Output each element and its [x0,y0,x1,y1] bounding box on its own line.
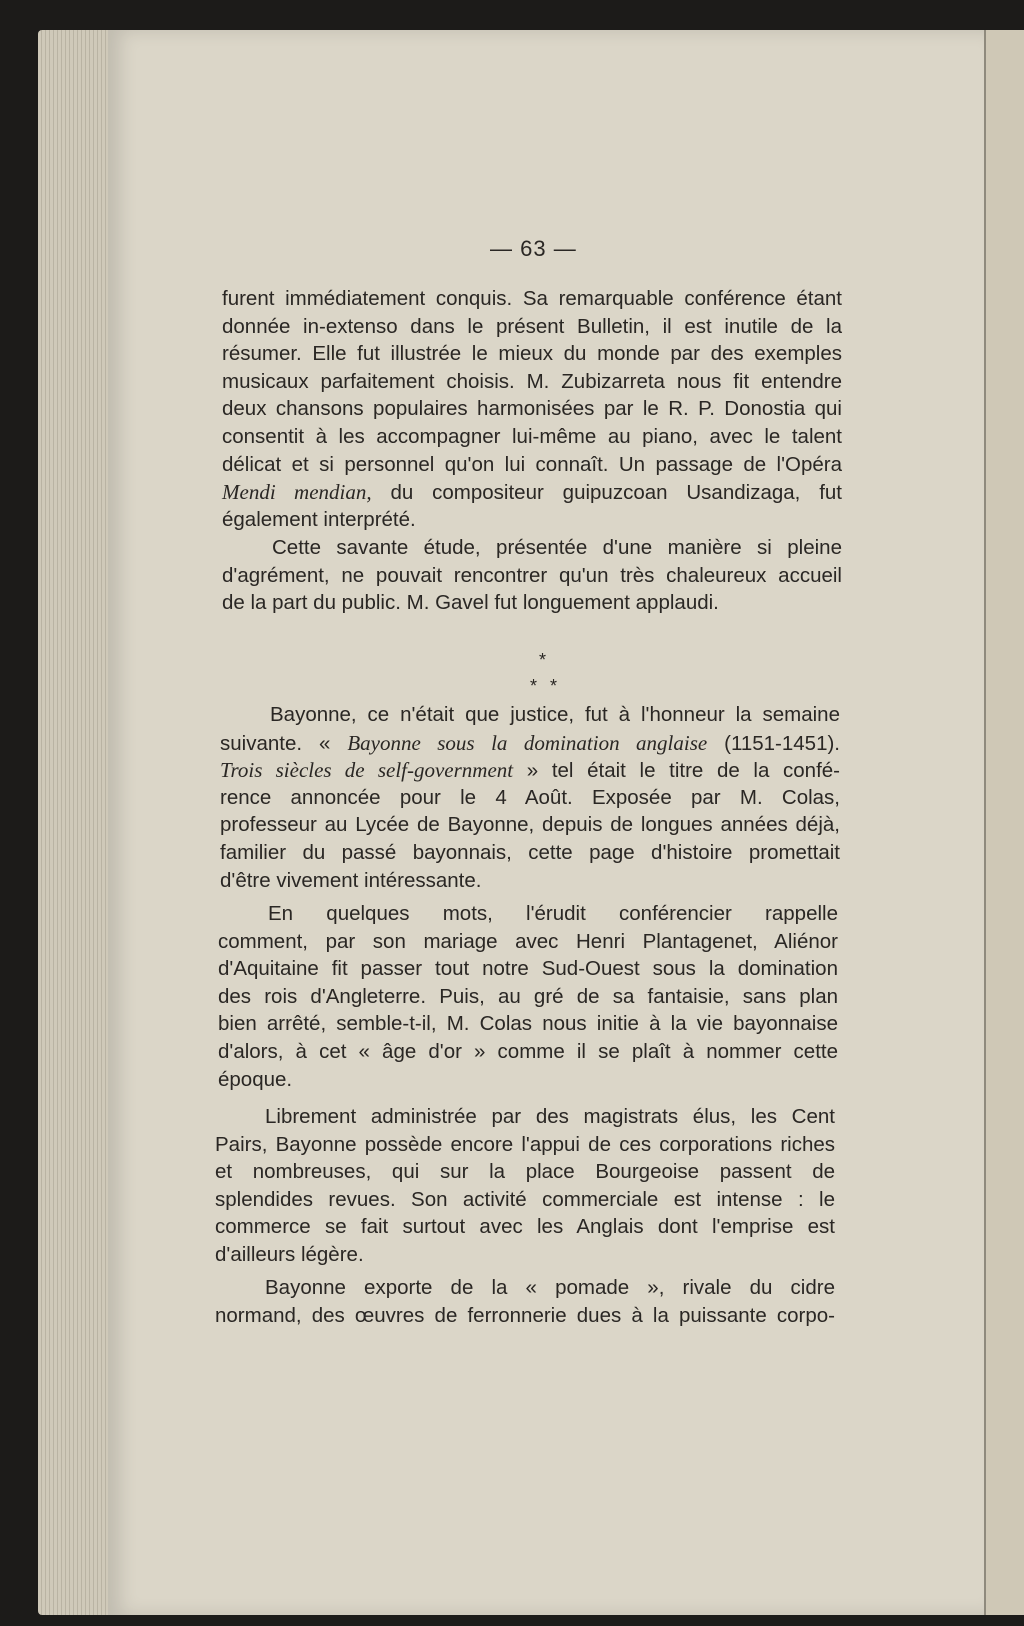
text-line [222,397,842,421]
text-line [218,930,838,954]
text-segment: Bayonne exporte de la « pomade », rivale du cidre [265,1276,835,1299]
text-segment: comment, par son mariage avec Henri Plantagenet, Aliénor [218,929,838,953]
text-segment: Pairs, Bayonne possède encore l'appui de ces corporations riches [215,1132,835,1156]
text-segment: donnée in-extenso dans le présent Bulletin, il est inutile de la [222,314,842,338]
text-line [222,508,842,532]
text-segment: Bayonne, ce n'était que justice, fut à l'honneur la semaine [270,703,840,726]
text-segment: résumer. Elle fut illustrée le mieux du monde par des exemples [222,342,842,366]
text-line [218,957,838,981]
page-edges [38,30,118,1615]
text-segment: furent immédiatement conquis. Sa remarquable conférence étant [222,287,842,310]
text-segment: splendides revues. Son activité commerciale est intense : le [215,1187,835,1211]
text-line [220,841,840,865]
text-line [218,1012,838,1036]
text-segment: délicat et si personnel qu'on lui connaît. Un passage de l'Opéra [222,452,842,476]
text-segment: d'agrément, ne pouvait rencontrer qu'un très chaleureux accueil [222,563,842,587]
page-number: — 63 — [490,236,577,261]
text-segment: des rois d'Angleterre. Puis, au gré de sa fantaisie, sans plan [218,984,838,1008]
text-line [222,342,842,366]
text-line [222,287,842,311]
text-segment: du compositeur guipuzcoan Usandizaga, fut [371,481,842,505]
text-segment: consentit à les accompagner lui-même au piano, avec le talent [222,425,842,448]
text-segment: deux chansons populaires harmonisées par le R. P. Donostia qui [222,397,842,421]
text-segment: musicaux parfaitement choisis. M. Zubizarreta nous fit entendre [222,369,842,393]
text-segment: commerce se fait surtout avec les Anglais dont l'emprise est [215,1215,835,1239]
text-line [215,1215,835,1239]
text-line [220,758,840,783]
text-segment: d'alors, à cet « âge d'or » comme il se plaît à nommer cette [218,1040,838,1063]
text-segment: professeur au Lycée de Bayonne, depuis de longues années déjà, [220,813,840,837]
text-line [220,786,840,810]
text-line [215,1105,835,1129]
text-segment: En quelques mots, l'érudit conférencier rappelle [268,902,838,925]
text-segment: suivante. « [220,731,348,755]
text-line [220,813,840,837]
text-line [215,1243,835,1267]
text-line [218,1068,838,1092]
text-segment: époque. [218,1067,293,1091]
text-segment: bien arrêté, semble-t-il, M. Colas nous initie à la vie bayonnaise [218,1012,838,1036]
text-segment: Cette savante étude, présentée d'une manière si pleine [272,536,842,559]
separator-bottom: * * [530,676,562,696]
text-segment: Librement administrée par des magistrats élus, les Cent [265,1105,835,1128]
italic-text: Mendi mendian, [222,480,372,505]
text-segment: (1151-1451). [707,731,841,755]
text-segment: familier du passé bayonnais, cette page d'histoire promettait [220,841,840,864]
text-line [218,985,838,1009]
text-line [222,425,842,449]
text-line [220,731,840,756]
text-line [215,1133,835,1157]
text-segment: » tel était le titre de la confé- [513,759,840,783]
text-line [220,703,840,727]
text-segment: d'Aquitaine fit passer tout notre Sud-Ouest sous la domination [218,957,838,981]
text-line [215,1276,835,1300]
italic-text: Trois siècles de self-government [220,758,514,783]
text-segment: normand, des œuvres de ferronnerie dues à la puissante corpo- [215,1303,835,1327]
italic-text: Bayonne sous la domination anglaise [347,730,708,755]
text-line [218,902,838,926]
text-segment: également interprété. [222,507,416,531]
text-line [215,1188,835,1212]
text-segment: de la part du public. M. Gavel fut longuement applaudi. [222,591,719,615]
text-line [220,869,840,893]
text-line [215,1160,835,1184]
text-line [222,480,842,505]
text-line [222,591,842,615]
text-segment: et nombreuses, qui sur la place Bourgeoise passent de [215,1160,835,1184]
text-segment: rence annoncée pour le 4 Août. Exposée par M. Colas, [220,785,840,809]
text-line [222,564,842,588]
text-segment: d'être vivement intéressante. [220,868,482,892]
text-line [222,315,842,339]
facing-page-edge [984,30,1024,1615]
text-line [222,370,842,394]
text-line [215,1304,835,1328]
separator-top: * [539,650,547,670]
text-line [222,536,842,560]
text-line [218,1040,838,1064]
text-segment: d'ailleurs légère. [215,1243,364,1266]
text-line [222,453,842,477]
